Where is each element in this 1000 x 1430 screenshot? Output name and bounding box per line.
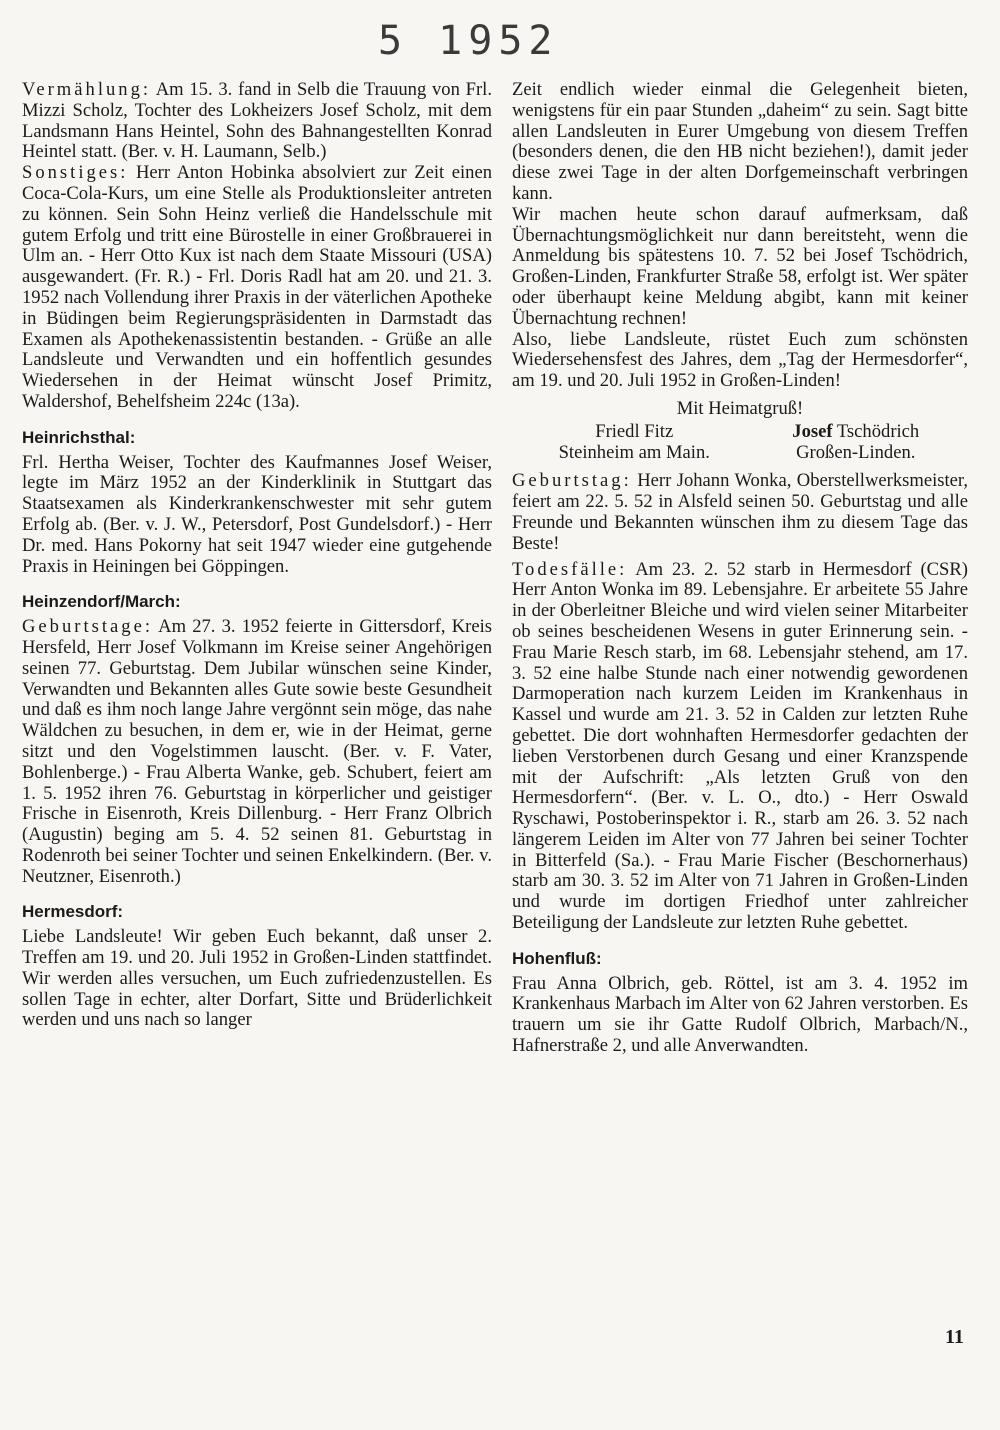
- paragraph-hohenfluss: Frau Anna Olbrich, geb. Röttel, ist am 3. 4. 1952 im Krankenhaus Marbach im Alter von 62 Jahren verstorben. Es trauern um sie ihr Gatte Rudolf Olbrich, Marbach/N., Hafnerstraße 2, und alle Anverwandten.: [512, 972, 968, 1057]
- paragraph-geburtstag: [512, 471, 968, 554]
- signature-tschoedrich-place: Großen-Linden.: [796, 441, 916, 463]
- keyword-geburtstag: Geburtstag:: [512, 470, 632, 492]
- signature-fitz-name: Friedl Fitz: [595, 420, 674, 442]
- signature-tschoedrich-last: Tschödrich: [832, 420, 920, 442]
- paragraph-vermaehlung: [22, 80, 492, 413]
- paragraph-uebernachtung: Wir machen heute schon darauf aufmerksam, daß Übernachtungsmöglichkeit nur dann bereitsteht, wenn die Anmeldung bis spätestens 10. 7. 52 bei Josef Tschödrich, Großen-Linden, Frankfurter Straße 58, erfolgt ist. Wer später oder überhaupt keine Meldung abgibt, kann mit keiner Übernachtung rechnen!: [512, 203, 968, 329]
- text-todesfaelle: Am 23. 2. 52 starb in Hermesdorf (CSR) Herr Anton Wonka im 89. Lebensjahre. Er arbeitete 55 Jahre in der Oberleitner Bleiche und wird vielen seiner Mitarbeiter ob seines bescheidenen Wesens in guter Erinnerung sein. - Frau Marie Resch starb, im 68. Lebensjahr stehend, am 17. 3. 52 eine halbe Stunde nach einer notwendig gewordenen Darmoperation nach kurzem Leiden im Krankenhaus in Kassel und wurde am 21. 3. 52 in Calden zur letzten Ruhe gebettet. Die dort wohnhaften Hermesdorfer gedachten der lieben Verstorbenen durch Gesang und einer Kranzspende mit der Aufschrift: „Als letzten Gruß von den Hermesdorfern“. (Ber. v. L. O., dto.) - Herr Oswald Ryschawi, Postoberinspektor i. R., starb am 26. 3. 52 nach längerem Leiden im Alter von 77 Jahren bei seiner Tochter in Bitterfeld (Sa.). - Frau Marie Fischer (Beschornerhaus) starb am 30. 3. 52 im Alter von 71 Jahren in Großen-Linden und wurde im dortigen Friedhof unter zahlreicher Beteiligung der Landsleute zur letzten Ruhe gebettet.: [512, 558, 968, 934]
- heading-hermesdorf: Hermesdorf:: [22, 902, 124, 922]
- date-stamp: 5 1952: [378, 18, 559, 64]
- signature-fitz-place: Steinheim am Main.: [558, 441, 710, 463]
- paragraph-hermesdorf-continued: Zeit endlich wieder einmal die Gelegenheit bieten, wenigstens für ein paar Stunden „daheim“ zu sein. Sagt bitte allen Landsleuten in Eurer Umgebung von diesem Treffen (besonders denen, die den HB nicht beziehen!), damit jeder diese zwei Tage in der alten Dorfgemeinschaft verbringen kann.: [512, 79, 968, 204]
- paragraph-aufruf: Also, liebe Landsleute, rüstet Euch zum schönsten Wiedersehensfest des Jahres, dem „Tag der Hermesdorfer“, am 19. und 20. Juli 1952 in Großen-Linden!: [512, 328, 968, 392]
- left-column: [22, 80, 492, 1036]
- keyword-sonstiges: Sonstiges:: [22, 162, 129, 184]
- page-number: 11: [945, 1326, 964, 1348]
- paragraph-todesfaelle: [512, 560, 968, 934]
- heading-heinrichsthal: Heinrichsthal:: [22, 427, 136, 447]
- keyword-vermaehlung: Vermählung:: [22, 79, 152, 100]
- text-sonstiges: Herr Anton Hobinka absolviert zur Zeit einen Coca-Cola-Kurs, um eine Stelle als Produktionsleiter antreten zu können. Sein Sohn Heinz verließ die Handelsschule mit gutem Erfolg und tritt eine Bürostelle in einer Großbrauerei in Ulm an. - Herr Otto Kux ist nach dem Staate Missouri (USA) ausgewandert. (Fr. R.) - Frl. Doris Radl hat am 20. und 21. 3. 1952 nach Vollendung ihrer Praxis in der väterlichen Apotheke in Büdingen beim Regierungspräsidenten in Darmstadt das Examen als Apothekenassistentin bestanden. - Grüße an alle Landsleute und Verwandten und ein hoffentlich gesundes Wiedersehen in der Heimat wünscht Josef Primitz, Waldershof, Behelfsheim 224c (13a).: [22, 162, 492, 412]
- text-geburtstag: Herr Johann Wonka, Oberstellwerksmeister, feiert am 22. 5. 52 in Alsfeld seinen 50. Geburtstag und alle Freunde und Bekannten wünschen ihm zu diesem Tage das Beste!: [512, 470, 968, 554]
- paragraph-heinzendorf: [22, 617, 492, 887]
- heading-heinzendorf: Heinzendorf/March:: [22, 592, 181, 612]
- greeting: Mit Heimatgruß!: [676, 397, 804, 419]
- right-column: [512, 80, 968, 1062]
- keyword-geburtstage: Geburtstage:: [22, 616, 154, 638]
- signatures: [532, 422, 958, 464]
- signature-fitz: [532, 422, 736, 464]
- text-geburtstage: Am 27. 3. 1952 feierte in Gittersdorf, Kreis Hersfeld, Herr Josef Volkmann im Kreise seiner Angehörigen seinen 77. Geburtstag. Dem Jubilar wünschen seine Kinder, Verwandten und Bekannten alles Gute sowie beste Gesundheit und daß es ihm noch lange Jahre vergönnt sein möge, das nahe Wäldchen zu besuchen, in dem er, wie in der Heimat, gerne sitzt und den Vogelstimmen lauscht. (Ber. v. F. Vater, Bohlenberge.) - Frau Alberta Wanke, geb. Schubert, feiert am 1. 5. 1952 ihren 76. Geburtstag in körperlicher und geistiger Frische in Eisenroth, Kreis Dillenburg. - Herr Franz Olbrich (Augustin) beging am 5. 4. 52 seinen 81. Geburtstag in Rodenroth bei seiner Tochter und seinen Enkelkindern. (Ber. v. Neutzner, Eisenroth.): [22, 616, 492, 887]
- keyword-todesfaelle: Todesfälle:: [512, 558, 628, 580]
- signature-tschoedrich: [754, 422, 958, 464]
- signature-tschoedrich-first: Josef: [792, 420, 833, 442]
- paragraph-hermesdorf: Liebe Landsleute! Wir geben Euch bekannt, daß unser 2. Treffen am 19. und 20. Juli 1952 in Großen-Linden stattfindet. Wir werden alles versuchen, um Euch zufriedenzustellen. Es sollen Tage in echter, alter Dorfart, Sitte und Brüderlichkeit werden und uns nach so langer: [22, 926, 492, 1031]
- text-vermaehlung: Am 15. 3. fand in Selb die Trauung von Frl. Mizzi Scholz, Tochter des Lokheizers Josef Scholz, mit dem Landsmann Hans Heintel, Sohn des Bahnangestellten Konrad Heintel statt. (Ber. v. H. Laumann, Selb.): [22, 79, 492, 163]
- paragraph-heinrichsthal: Frl. Hertha Weiser, Tochter des Kaufmannes Josef Weiser, legte im März 1952 an der Kinderklinik in Stuttgart das Staatsexamen als Kinderkrankenschwester mit sehr gutem Erfolg ab. (Ber. v. J. W., Petersdorf, Post Gundelsdorf.) - Herr Dr. med. Hans Pokorny hat seit 1947 wieder eine gutgehende Praxis in Heiningen bei Göppingen.: [22, 451, 492, 577]
- heading-hohenfluss: Hohenfluß:: [512, 948, 602, 968]
